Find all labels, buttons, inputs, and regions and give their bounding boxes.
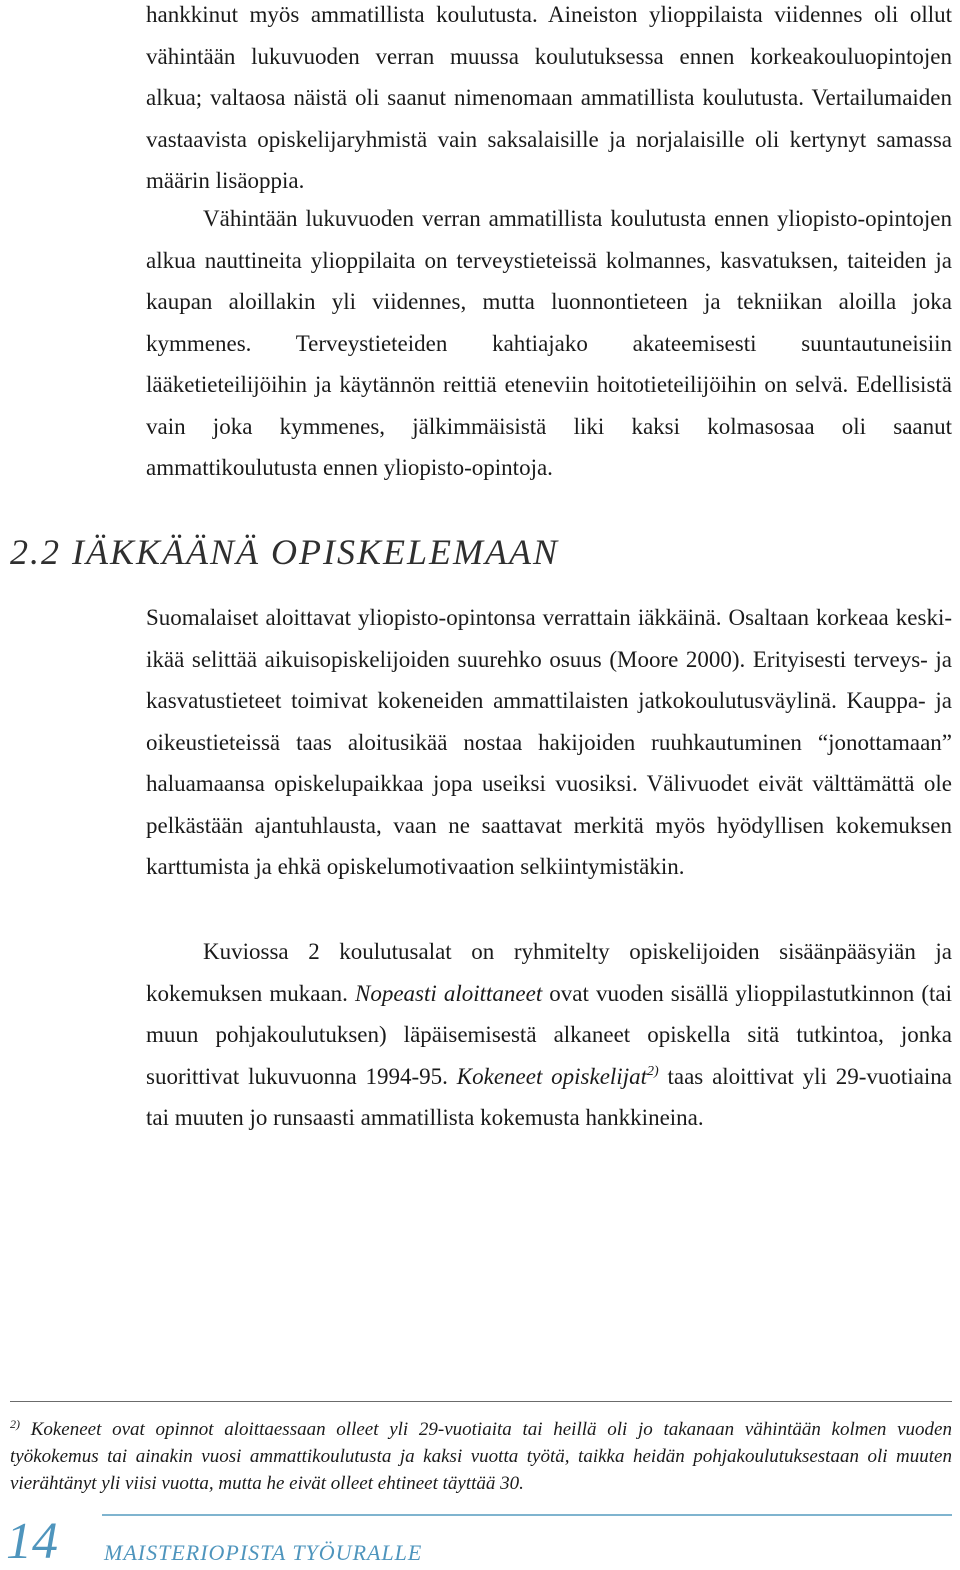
footnote-reference: 2)	[646, 1063, 659, 1079]
paragraph-vocational-training: Vähintään lukuvuoden verran ammatillista koulutusta ennen yliopisto-opintojen alkua nauttineita ylioppilaita on terveystieteissä kolmannes, kasvatuksen, taiteiden ja kaupan aloillakin yli viidennes, mutta luonnontieteen ja tekniikan aloilla joka kymmenes. Terveystieteiden kahtiajako akateemisesti suuntautuneisiin lääketieteilijöihin ja käytännön reittiä eteneviin hoitotieteilijöihin on selvä. Edellisistä vain joka kymmenes, jälkimmäisistä liki kaksi kolmasosaa oli saanut ammattikoulutusta ennen yliopisto-opintoja.	[146, 206, 952, 480]
paragraph-text: Kuviossa 2 koulutusalat on ryhmitelty opiskelijoiden sisäänpääsyiän ja kokemuksen mukaan.	[146, 939, 952, 1006]
footnote-text: Kokeneet ovat opinnot aloittaessaan olleet yli 29-vuotiaita tai heillä oli jo takanaan vähintään kolmen vuoden työkokemus tai ainakin vuosi ammattikoulutusta ja kaksi vuotta työtä, taikka heidän pohjakoulutuksestaan oli muuten vierähtänyt yli viisi vuotta, mutta he eivät olleet ehtineet täyttää 30.	[10, 1419, 952, 1494]
term-kokeneet-opiskelijat: Kokeneet opiskelijat	[456, 1063, 647, 1089]
paragraph-text: ovat vuoden sisällä ylioppilastutkinnon (tai muun pohjakoulutuksen) läpäisemisestä alkaneet opiskella sitä tutkintoa, jonka suorittivat lukuvuonna 1994-95.	[146, 980, 952, 1089]
paragraph-text: taas aloittivat yli 29-vuotiaina tai muuten jo runsaasti ammatillista kokemusta hankkineina.	[146, 1063, 953, 1130]
footnote-marker: 2)	[10, 1417, 20, 1431]
footnote-divider	[10, 1401, 952, 1402]
running-title: MAISTERIOPISTA TYÖURALLE	[104, 1540, 423, 1565]
section-heading: 2.2 IÄKKÄÄNÄ OPISKELEMAAN	[10, 532, 559, 572]
page-number: 14	[6, 1513, 58, 1570]
footnote	[10, 1416, 952, 1497]
paragraph-starting-age: Suomalaiset aloittavat yliopisto-opintonsa verrattain iäkkäinä. Osaltaan korkeaa keski-ikää selittää aikuisopiskelijoiden suurehko osuus (Moore 2000). Erityisesti terveys- ja kasvatustieteet toimivat kokeneiden ammattilaisten jatkokoulutusväylinä. Kauppa- ja oikeustieteissä taas aloitusikää nostaa hakijoiden ruuhkautuminen “jonottamaan” haluamaansa opiskelupaikkaa jopa useiksi vuosiksi. Välivuodet eivät välttämättä ole pelkästään ajantuhlausta, vaan ne saattavat merkitä myös hyödyllisen kokemuksen karttumista ja ehkä opiskelumotivaation selkiintymistäkin.	[146, 605, 952, 879]
footer-divider	[102, 1514, 952, 1516]
term-nopeasti-aloittaneet: Nopeasti aloittaneet	[354, 980, 543, 1006]
paragraph-figure-grouping	[146, 931, 952, 1139]
paragraph-continued: hankkinut myös ammatillista koulutusta. Aineiston ylioppilaista viidennes oli ollut vähintään lukuvuoden verran muussa koulutuksessa ennen korkeakouluopintojen alkua; valtaosa näistä oli saanut nimenomaan ammatillista koulutusta. Vertailumaiden vastaavista opiskelijaryhmistä vain saksalaisille ja norjalaisille oli kertynyt samassa määrin lisäoppia.	[146, 2, 952, 193]
